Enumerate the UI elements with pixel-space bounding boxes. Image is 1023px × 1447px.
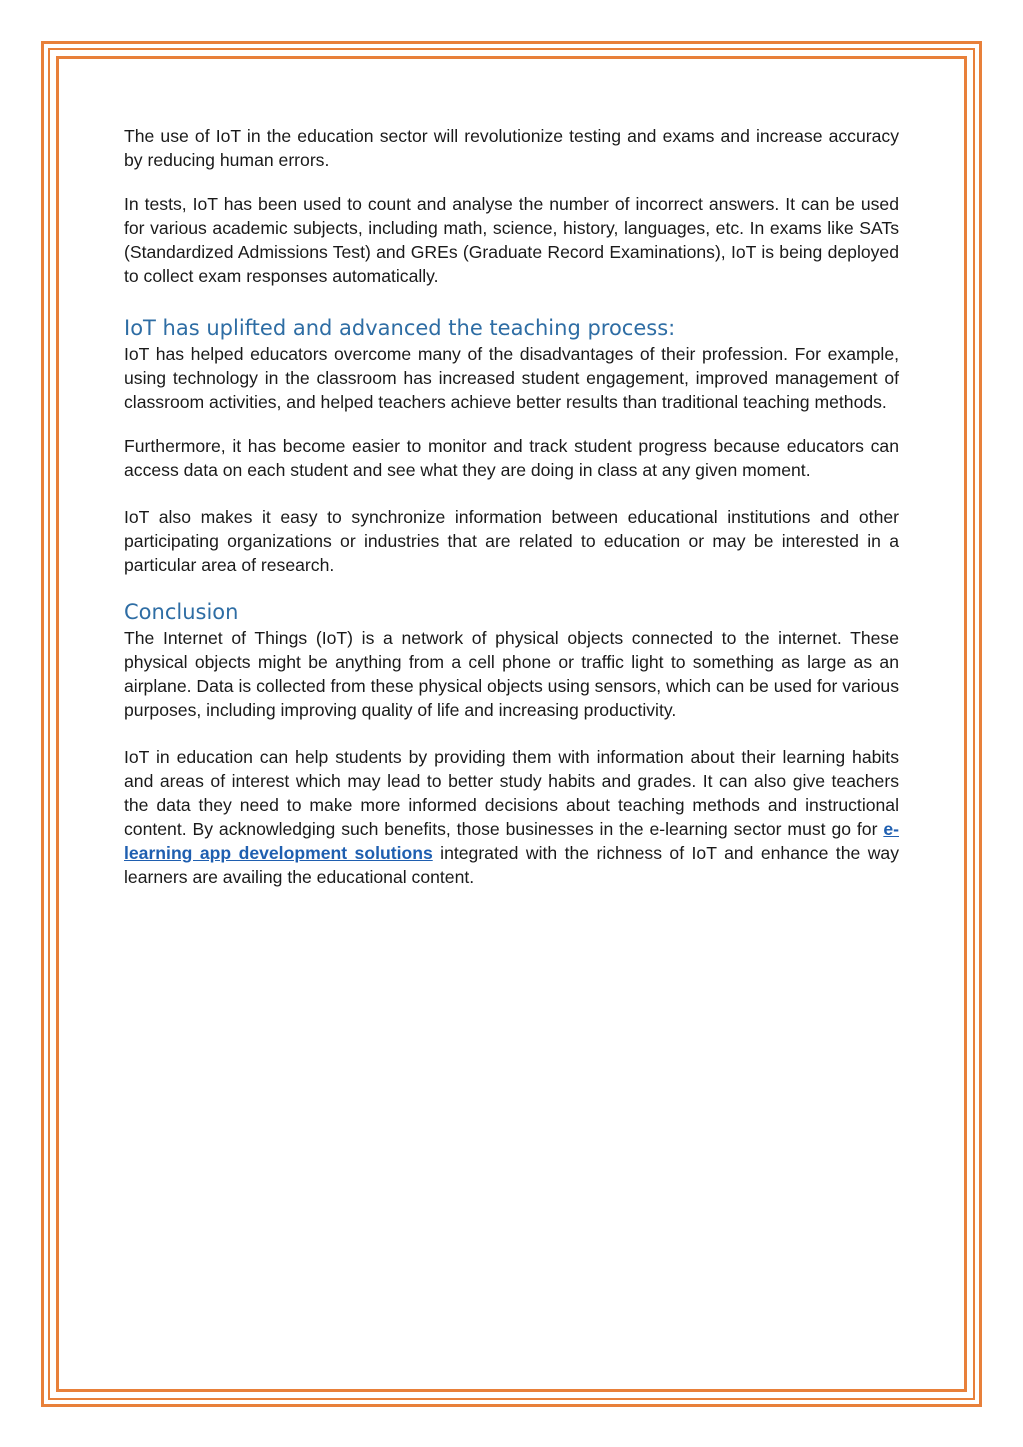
section-heading-teaching: IoT has uplifted and advanced the teaching process: bbox=[124, 316, 676, 340]
intro-paragraph-1: The use of IoT in the education sector will revolutionize testing and exams and increase accuracy by reducing human errors. bbox=[124, 126, 899, 170]
conclusion-text-before-link: IoT in education can help students by providing them with information about their learning habits and areas of interest which may lead to better study habits and grades. It can also give teachers the data they need to make more informed decisions about teaching methods and instructional content. By acknowledging such benefits, those businesses in the e-learning sector must go for bbox=[124, 747, 899, 839]
document-body bbox=[124, 124, 899, 889]
teaching-paragraph-1: IoT has helped educators overcome many of the disadvantages of their profession. For example, using technology in the classroom has increased student engagement, improved management of classroom activities, and helped teachers achieve better results than traditional teaching methods. bbox=[124, 344, 899, 412]
intro-paragraph-2: In tests, IoT has been used to count and analyse the number of incorrect answers. It can be used for various academic subjects, including math, science, history, languages, etc. In exams like SATs (Standardized Admissions Test) and GREs (Graduate Record Examinations), IoT is being deployed to collect exam responses automatically. bbox=[124, 194, 899, 286]
conclusion-paragraph-1: The Internet of Things (IoT) is a network of physical objects connected to the internet. These physical objects might be anything from a cell phone or traffic light to something as large as an airplane. Data is collected from these physical objects using sensors, which can be used for various purposes, including improving quality of life and increasing productivity. bbox=[124, 628, 899, 720]
teaching-paragraph-2: Furthermore, it has become easier to monitor and track student progress because educators can access data on each student and see what they are doing in class at any given moment. bbox=[124, 436, 899, 480]
teaching-paragraph-3: IoT also makes it easy to synchronize information between educational institutions and other participating organizations or industries that are related to education or may be interested in a particular area of research. bbox=[124, 507, 899, 575]
conclusion-text-after-link: integrated with the richness of IoT and enhance the way learners are availing the educational content. bbox=[124, 843, 899, 887]
elearning-solutions-link[interactable]: e-learning app development solutions bbox=[124, 819, 899, 863]
conclusion-paragraph-2 bbox=[124, 745, 899, 889]
section-heading-conclusion: Conclusion bbox=[124, 600, 239, 624]
